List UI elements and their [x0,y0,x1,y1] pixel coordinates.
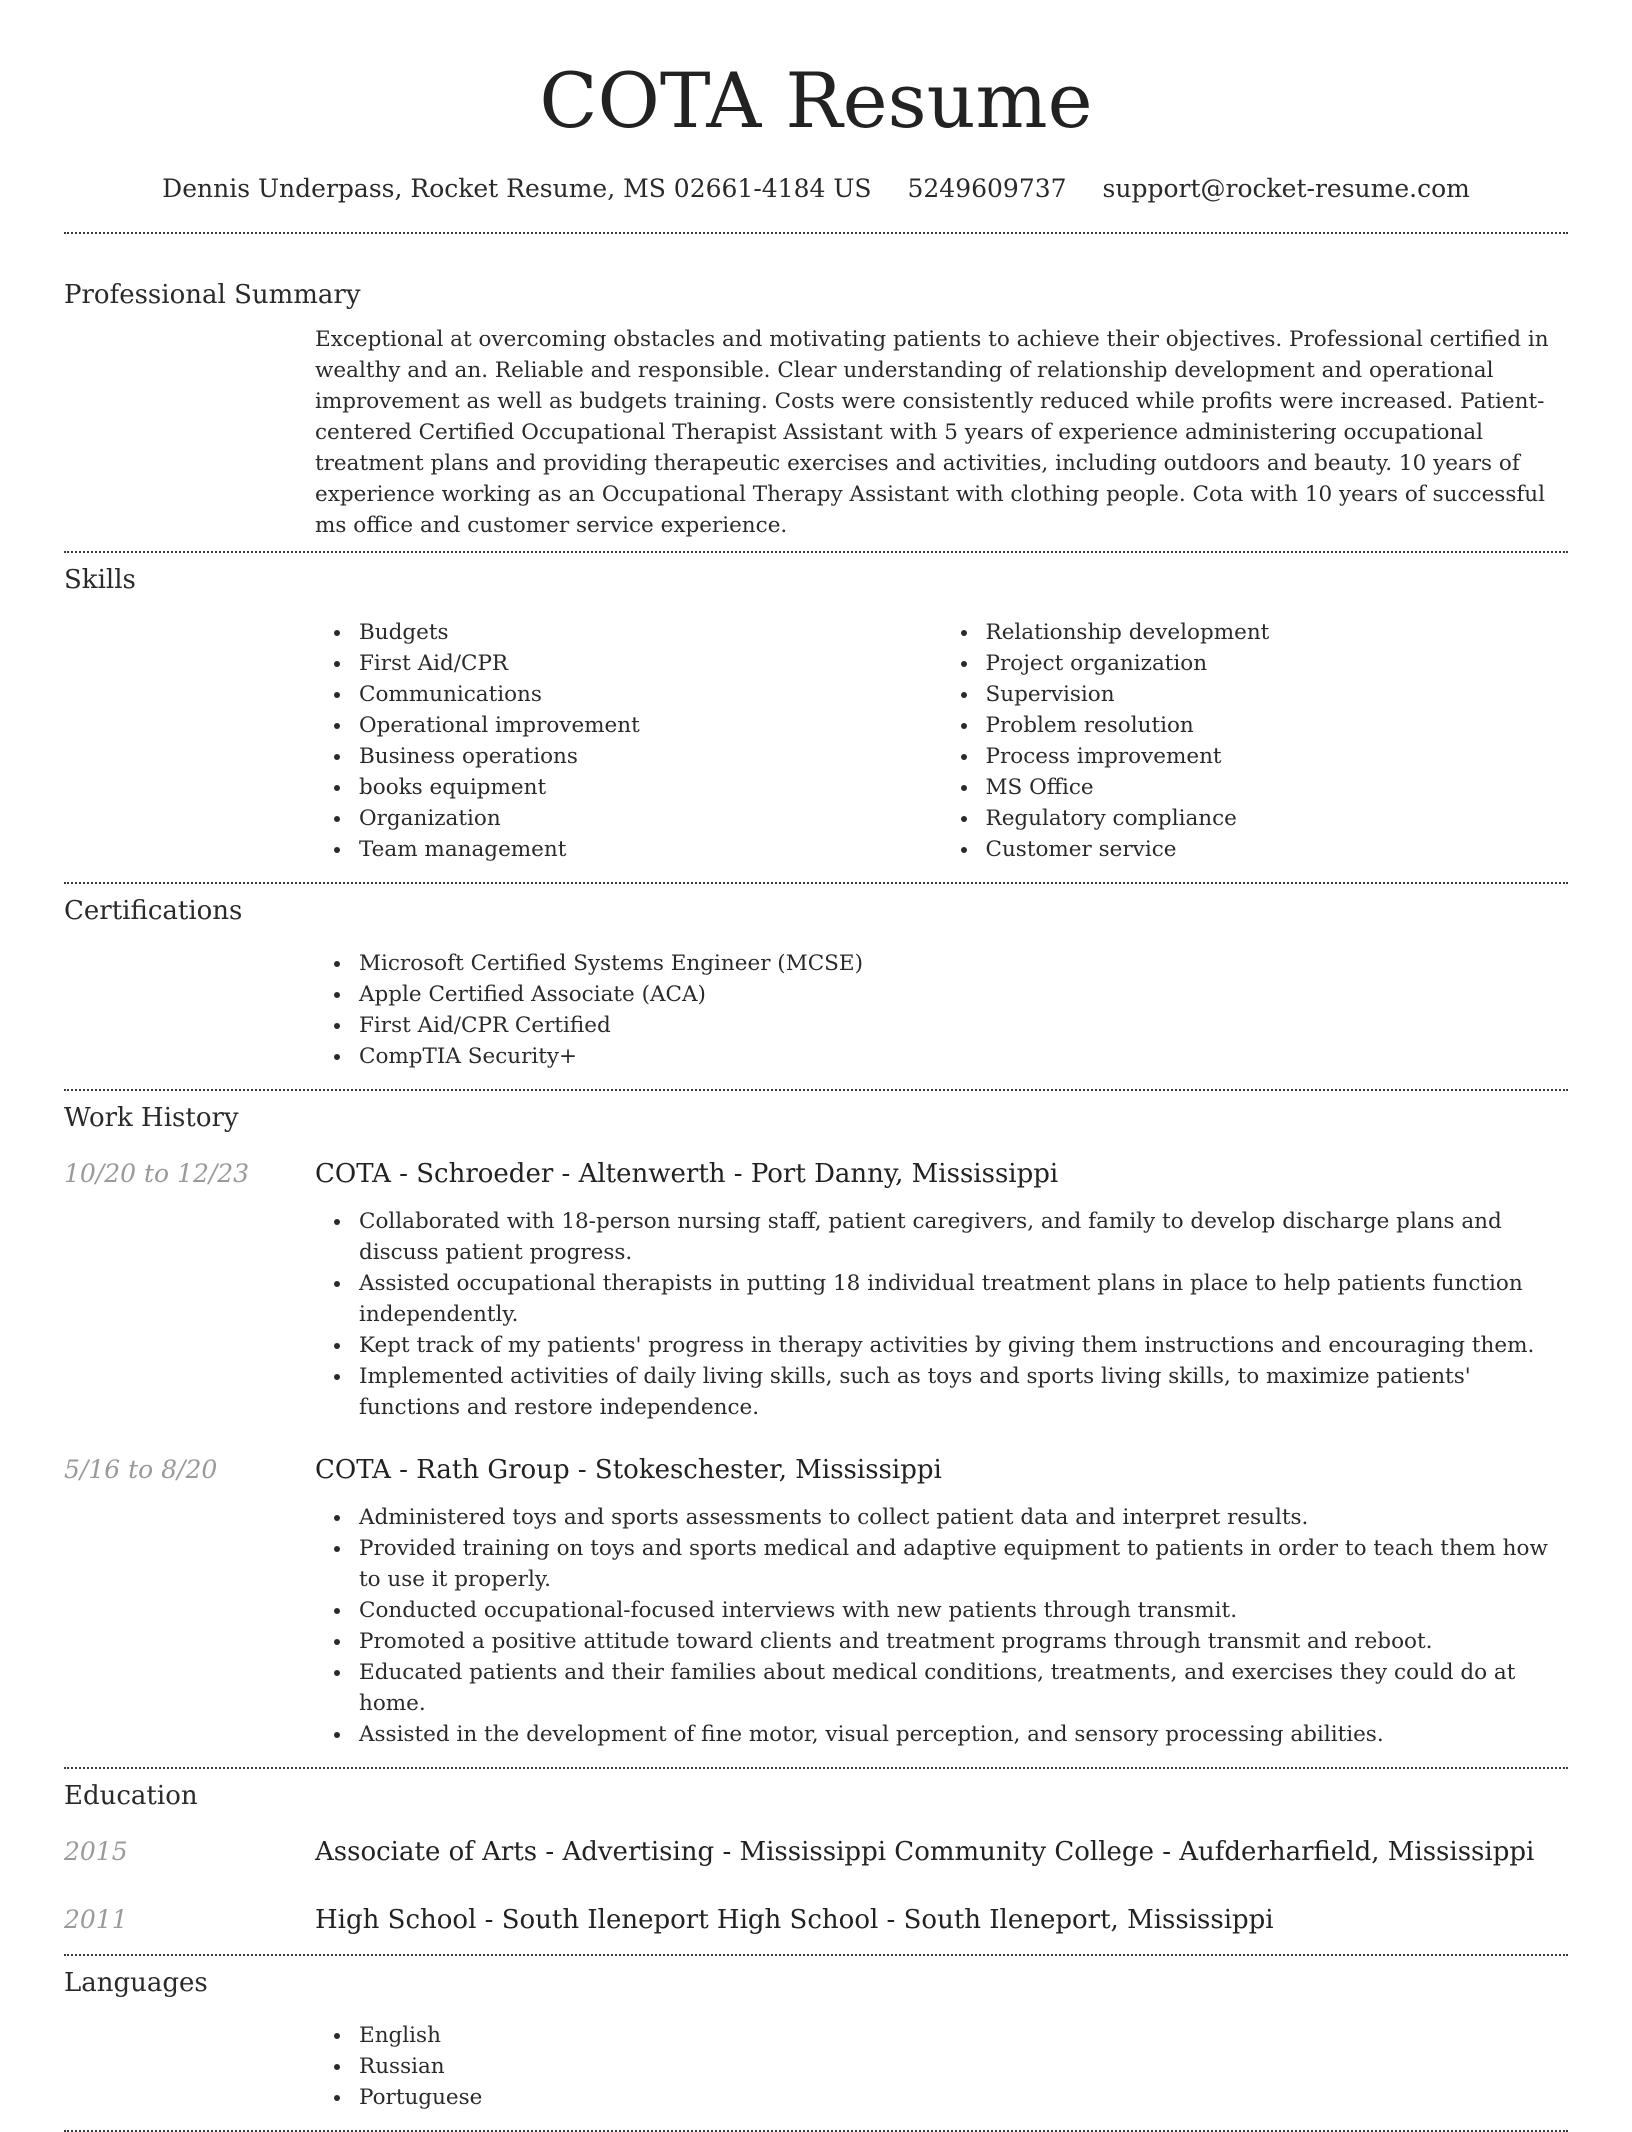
education-degree: Associate of Arts - Advertising - Mississippi Community College - Aufderharfield, Mississippi [315,1837,1535,1867]
job-header [64,1453,1568,1487]
skills-section [64,563,1568,865]
section-divider [64,1954,1568,1956]
skill-item: Communications [359,679,942,710]
job-bullet: Conducted occupational-focused interviews with new patients through transmit. [359,1595,1568,1626]
education-degree: High School - South Ileneport High School - South Ileneport, Mississippi [315,1905,1274,1935]
job-title: COTA - Schroeder - Altenwerth - Port Danny, Mississippi [315,1159,1059,1189]
section-divider [64,232,1568,234]
certification-item: First Aid/CPR Certified [359,1010,1568,1041]
skill-item: Regulatory compliance [986,803,1569,834]
languages-heading: Languages [64,1968,208,1998]
skills-list-right [942,617,1569,865]
job-dates: 10/20 to 12/23 [64,1159,250,1188]
language-item: Portuguese [359,2082,1568,2113]
job-bullet: Assisted in the development of fine motor, visual perception, and sensory processing abilities. [359,1719,1568,1750]
job-header [64,1157,1568,1191]
summary-heading: Professional Summary [64,280,361,310]
education-entry [64,1835,1568,1869]
education-entry [64,1903,1568,1937]
contact-email: support@rocket-resume.com [1102,174,1470,203]
job-bullet: Educated patients and their families about medical conditions, treatments, and exercises they could do at home. [359,1657,1568,1719]
skill-item: Customer service [986,834,1569,865]
certification-item: Apple Certified Associate (ACA) [359,979,1568,1010]
skill-item: Budgets [359,617,942,648]
certification-item: Microsoft Certified Systems Engineer (MCSE) [359,948,1568,979]
skill-item: Project organization [986,648,1569,679]
language-item: English [359,2020,1568,2051]
resume-title: COTA Resume [539,56,1093,145]
job-dates: 5/16 to 8/20 [64,1455,218,1484]
skill-item: Organization [359,803,942,834]
job-bullets [315,1206,1568,1423]
summary-text: Exceptional at overcoming obstacles and motivating patients to achieve their objectives. Professional certified in wealthy and an. Reliable and responsible. Clear understanding of relationship development and operational improvement as well as budgets training. Costs were consistently reduced while profits were increased. Patient-centered Certified Occupational Therapist Assistant with 5 years of experience administering occupational treatment plans and providing therapeutic exercises and activities, including outdoors and beauty. 10 years of experience working as an Occupational Therapy Assistant with clothing people. Cota with 10 years of successful ms office and customer service experience. [315,327,1549,538]
skill-item: Operational improvement [359,710,942,741]
section-divider [64,551,1568,553]
skill-item: Supervision [986,679,1569,710]
job-bullet: Kept track of my patients' progress in therapy activities by giving them instructions and encouraging them. [359,1330,1568,1361]
work-history-heading: Work History [64,1103,239,1133]
skill-item: Process improvement [986,741,1569,772]
contact-line [64,172,1568,206]
education-heading: Education [64,1781,198,1811]
certifications-heading: Certifications [64,896,243,926]
skills-grid [315,617,1568,865]
section-divider [64,882,1568,884]
summary-section [64,278,1568,541]
education-year: 2015 [64,1837,128,1866]
job-bullet: Collaborated with 18-person nursing staff, patient caregivers, and family to develop discharge plans and discuss patient progress. [359,1206,1568,1268]
language-item: Russian [359,2051,1568,2082]
job-bullet: Promoted a positive attitude toward clients and treatment programs through transmit and reboot. [359,1626,1568,1657]
skills-heading: Skills [64,565,136,595]
job-bullet: Provided training on toys and sports medical and adaptive equipment to patients in order to teach them how to use it properly. [359,1533,1568,1595]
skill-item: First Aid/CPR [359,648,942,679]
skill-item: MS Office [986,772,1569,803]
skill-item: Team management [359,834,942,865]
skill-item: books equipment [359,772,942,803]
job-bullet: Implemented activities of daily living skills, such as toys and sports living skills, to maximize patients' functions and restore independence. [359,1361,1568,1423]
education-section [64,1779,1568,1937]
section-divider [64,1089,1568,1091]
skill-item: Business operations [359,741,942,772]
section-divider [64,1767,1568,1769]
contact-address: Dennis Underpass, Rocket Resume, MS 02661-4184 US [162,174,872,203]
skill-item: Relationship development [986,617,1569,648]
job-bullet: Administered toys and sports assessments to collect patient data and interpret results. [359,1502,1568,1533]
contact-phone: 5249609737 [907,174,1067,203]
certifications-list [315,948,1568,1072]
work-history-section [64,1101,1568,1750]
certification-item: CompTIA Security+ [359,1041,1568,1072]
education-year: 2011 [64,1905,128,1934]
skill-item: Problem resolution [986,710,1569,741]
job-title: COTA - Rath Group - Stokeschester, Mississippi [315,1455,942,1485]
skills-list-left [315,617,942,865]
job-bullets [315,1502,1568,1750]
languages-section [64,1966,1568,2113]
languages-list [315,2020,1568,2113]
certifications-section [64,894,1568,1072]
job-bullet: Assisted occupational therapists in putting 18 individual treatment plans in place to help patients function independently. [359,1268,1568,1330]
